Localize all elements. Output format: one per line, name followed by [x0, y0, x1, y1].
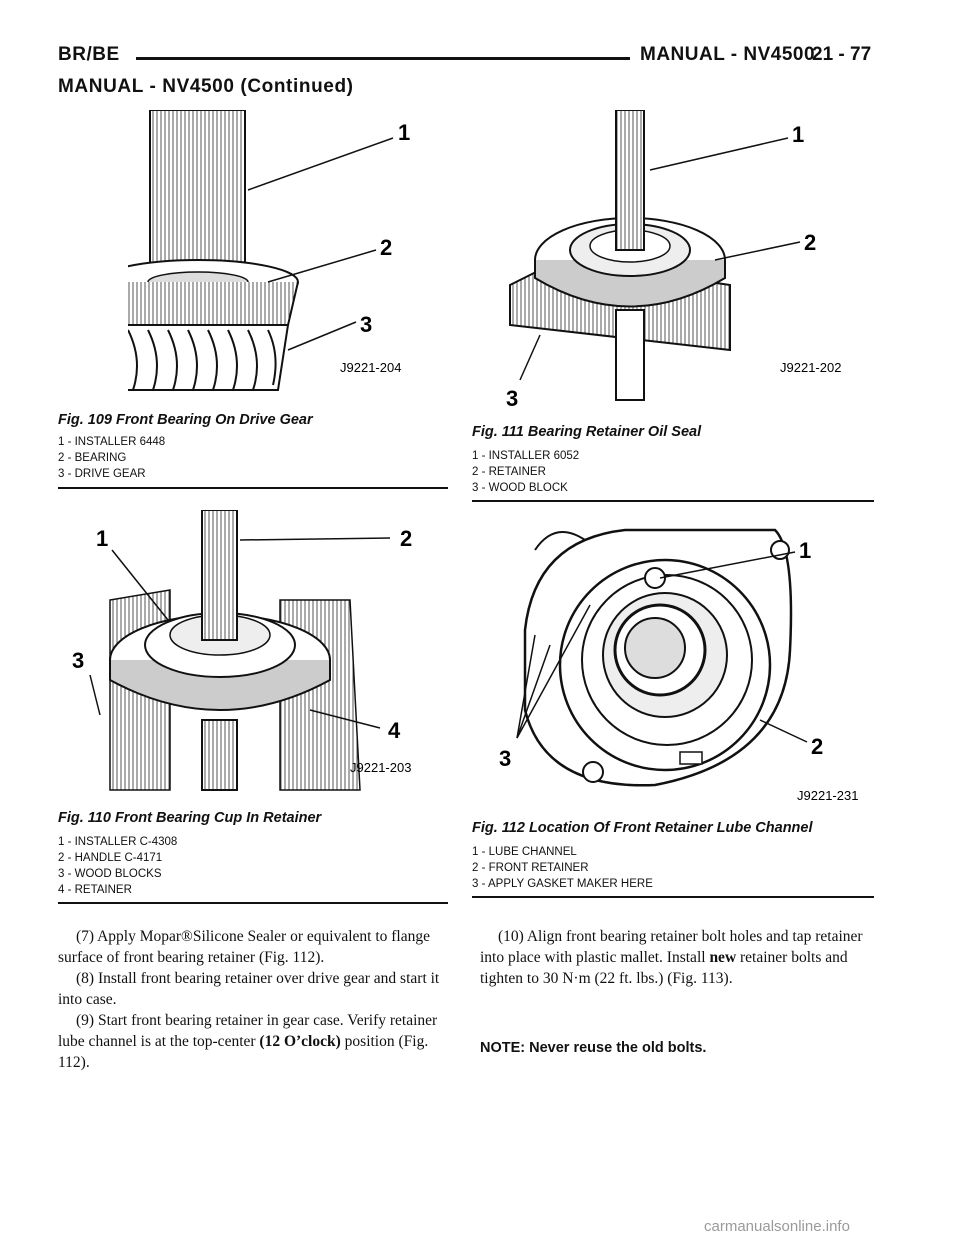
left-column-text [58, 926, 450, 1073]
fig110-callout-4: 4 [388, 718, 401, 743]
step-10: (10) Align front bearing retainer bolt holes and tap retainer into place with plastic mallet. Install new retainer bolts and tighten to 30 N·m (22 ft. lbs.) (Fig. 113). [480, 928, 863, 987]
step-7: (7) Apply Mopar®Silicone Sealer or equivalent to flange surface of front bearing retainer (Fig. 112). [58, 928, 430, 966]
fig109-rule [58, 487, 448, 489]
header-model: BR/BE [58, 44, 120, 65]
note-text: NOTE: Never reuse the old bolts. [480, 1040, 707, 1056]
step-8: (8) Install front bearing retainer over drive gear and start it into case. [58, 970, 440, 1008]
fig110-code: J9221-203 [350, 760, 412, 775]
fig111-legend-item: 2 - RETAINER [472, 466, 546, 478]
header-section: MANUAL - NV4500 [640, 44, 816, 65]
fig112-legend-item: 1 - LUBE CHANNEL [472, 846, 577, 858]
fig110-legend-item: 2 - HANDLE C-4171 [58, 852, 163, 864]
fig112-legend [472, 844, 653, 892]
figure-111-illustration [500, 110, 880, 410]
fig111-code: J9221-202 [780, 360, 842, 375]
fig110-callout-3: 3 [72, 648, 85, 673]
fig110-caption-title: Fig. 110 Front Bearing Cup In Retainer [58, 810, 322, 826]
fig110-legend-item: 1 - INSTALLER C-4308 [58, 836, 178, 848]
figure-109-illustration [128, 110, 448, 400]
fig110-legend-item: 3 - WOOD BLOCKS [58, 868, 162, 880]
fig111-legend-item: 3 - WOOD BLOCK [472, 482, 568, 494]
fig110-legend [58, 834, 177, 898]
section-title: MANUAL - NV4500 (Continued) [58, 76, 354, 97]
fig109-callout-3: 3 [360, 312, 373, 337]
header-rule [136, 57, 630, 60]
fig111-callout-1: 1 [792, 122, 805, 147]
fig112-code: J9221-231 [797, 788, 859, 803]
fig109-callout-1: 1 [398, 120, 411, 145]
fig109-legend-item: 1 - INSTALLER 6448 [58, 436, 166, 448]
fig109-caption-title: Fig. 109 Front Bearing On Drive Gear [58, 412, 313, 428]
fig112-callout-3: 3 [499, 746, 512, 771]
fig112-callout-2: 2 [811, 734, 824, 759]
fig110-legend-item: 4 - RETAINER [58, 884, 132, 896]
fig109-legend [58, 434, 165, 482]
figure-112-illustration [495, 510, 875, 810]
fig110-callout-1: 1 [96, 526, 109, 551]
header-page-number: 21 - 77 [812, 44, 872, 65]
figure-110-illustration [60, 510, 450, 800]
fig111-caption-title: Fig. 111 Bearing Retainer Oil Seal [472, 424, 702, 440]
fig111-callout-2: 2 [804, 230, 817, 255]
fig111-legend-item: 1 - INSTALLER 6052 [472, 450, 580, 462]
fig109-legend-item: 2 - BEARING [58, 452, 127, 464]
right-column-text [480, 926, 874, 989]
fig110-callout-2: 2 [400, 526, 413, 551]
fig112-callout-1: 1 [799, 538, 812, 563]
fig109-callout-2: 2 [380, 235, 393, 260]
fig111-legend [472, 448, 579, 496]
fig112-legend-item: 2 - FRONT RETAINER [472, 862, 589, 874]
step-9: (9) Start front bearing retainer in gear case. Verify retainer lube channel is at the top-center (12 O’clock) position (Fig. 112). [58, 1012, 438, 1071]
fig111-callout-3: 3 [506, 386, 519, 410]
fig110-rule [58, 902, 448, 904]
fig109-code: J9221-204 [340, 360, 402, 375]
fig109-legend-item: 3 - DRIVE GEAR [58, 468, 146, 480]
fig112-rule [472, 896, 874, 898]
fig111-rule [472, 500, 874, 502]
fig112-caption-title: Fig. 112 Location Of Front Retainer Lube Channel [472, 820, 813, 836]
fig112-legend-item: 3 - APPLY GASKET MAKER HERE [472, 878, 653, 890]
watermark: carmanualsonline.info [704, 1218, 850, 1235]
